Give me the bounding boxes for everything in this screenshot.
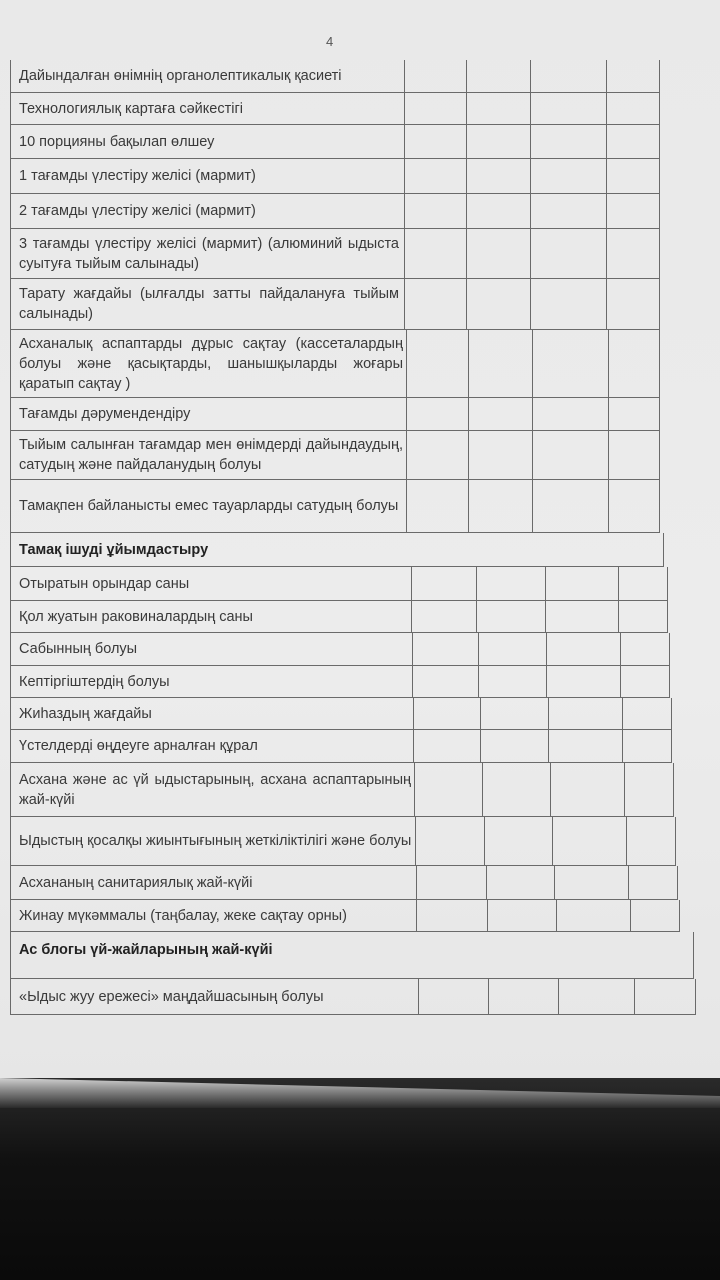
row-label: Отыратын орындар саны — [19, 575, 190, 592]
table-row — [10, 730, 672, 763]
column-divider — [606, 125, 607, 158]
row-label: Асханалық аспаптарды дұрыс сақтау (кассеталардың болуы және қасықтарды, шанышқыларды жоғары қаратып сақтау ) — [19, 335, 403, 392]
row-label: 2 тағамды үлестіру желісі (мармит) — [19, 203, 256, 219]
column-divider — [411, 567, 412, 600]
column-divider — [606, 159, 607, 193]
column-divider — [618, 601, 619, 632]
table-row — [10, 979, 696, 1015]
column-divider — [415, 817, 416, 865]
table-row — [10, 698, 672, 730]
column-divider — [663, 533, 664, 566]
table-row — [10, 279, 660, 330]
column-divider — [659, 93, 660, 124]
column-divider — [558, 979, 559, 1014]
column-divider — [659, 330, 660, 397]
table-row — [10, 763, 674, 817]
column-divider — [466, 159, 467, 193]
column-divider — [404, 279, 405, 329]
column-divider — [620, 633, 621, 665]
column-divider — [487, 900, 488, 931]
column-divider — [466, 194, 467, 228]
column-divider — [606, 279, 607, 329]
column-divider — [480, 698, 481, 729]
column-divider — [659, 398, 660, 430]
column-divider — [546, 633, 547, 665]
column-divider — [626, 817, 627, 865]
column-divider — [482, 763, 483, 816]
column-divider — [624, 763, 625, 816]
column-divider — [476, 601, 477, 632]
column-divider — [404, 125, 405, 158]
row-label: Жиһаздың жағдайы — [19, 705, 152, 722]
column-divider — [532, 398, 533, 430]
column-divider — [530, 229, 531, 278]
column-divider — [406, 398, 407, 430]
table-row — [10, 633, 670, 666]
column-divider — [659, 229, 660, 278]
column-divider — [466, 229, 467, 278]
column-divider — [413, 698, 414, 729]
table-row — [10, 900, 680, 932]
column-divider — [673, 763, 674, 816]
column-divider — [480, 730, 481, 762]
column-divider — [659, 159, 660, 193]
column-divider — [412, 633, 413, 665]
column-divider — [606, 93, 607, 124]
column-divider — [545, 567, 546, 600]
column-divider — [671, 698, 672, 729]
column-divider — [554, 866, 555, 899]
row-label: Қол жуатын раковиналардың саны — [19, 608, 253, 625]
column-divider — [478, 633, 479, 665]
column-divider — [404, 229, 405, 278]
table-row — [10, 93, 660, 125]
row-label: Кептіргіштердің болуы — [19, 673, 170, 690]
column-divider — [659, 480, 660, 532]
column-divider — [556, 900, 557, 931]
dark-background — [0, 1078, 720, 1280]
column-divider — [404, 194, 405, 228]
column-divider — [530, 279, 531, 329]
column-divider — [622, 698, 623, 729]
table-row — [10, 431, 660, 480]
row-label: Үстелдерді өңдеуге арналған құрал — [19, 738, 258, 754]
section-header — [10, 533, 664, 567]
column-divider — [406, 480, 407, 532]
column-divider — [532, 431, 533, 479]
table-row — [10, 480, 660, 533]
table-row — [10, 817, 676, 866]
column-divider — [667, 601, 668, 632]
table-row — [10, 330, 660, 398]
column-divider — [466, 93, 467, 124]
section-title: Тамақ ішуді ұйымдастыру — [19, 541, 209, 558]
column-divider — [667, 567, 668, 600]
column-divider — [406, 431, 407, 479]
column-divider — [659, 431, 660, 479]
column-divider — [634, 979, 635, 1014]
row-label: 10 порцияны бақылап өлшеу — [19, 133, 215, 150]
column-divider — [404, 60, 405, 92]
column-divider — [530, 125, 531, 158]
column-divider — [608, 330, 609, 397]
row-label: Жинау мүкәммалы (таңбалау, жеке сақтау орны) — [19, 907, 347, 924]
table-row — [10, 866, 678, 900]
row-label: Тыйым салынған тағамдар мен өнімдерді дайындаудың, сатудың және пайдаланудың болуы — [19, 437, 403, 473]
column-divider — [679, 900, 680, 931]
column-divider — [404, 159, 405, 193]
table-row — [10, 229, 660, 279]
table-row — [10, 601, 668, 633]
column-divider — [693, 932, 694, 978]
table-row — [10, 60, 660, 93]
column-divider — [618, 567, 619, 600]
section-header — [10, 932, 694, 979]
column-divider — [468, 330, 469, 397]
column-divider — [659, 60, 660, 92]
row-label: 3 тағамды үлестіру желісі (мармит) (алюминий ыдыста суытуға тыйым салынады) — [19, 235, 399, 272]
section-title: Ас блогы үй-жайларының жай-күйі — [19, 942, 273, 958]
column-divider — [478, 666, 479, 697]
column-divider — [488, 979, 489, 1014]
column-divider — [552, 817, 553, 865]
column-divider — [530, 159, 531, 193]
column-divider — [659, 279, 660, 329]
column-divider — [416, 866, 417, 899]
table-row — [10, 159, 660, 194]
table-row — [10, 125, 660, 159]
column-divider — [606, 60, 607, 92]
column-divider — [608, 480, 609, 532]
row-label: Тарату жағдайы (ылғалды затты пайдалануға тыйым салынады) — [19, 286, 399, 322]
column-divider — [530, 60, 531, 92]
column-divider — [677, 866, 678, 899]
column-divider — [414, 763, 415, 816]
column-divider — [530, 194, 531, 228]
column-divider — [406, 330, 407, 397]
column-divider — [606, 194, 607, 228]
row-label: Асхана және ас үй ыдыстарының, асхана аспаптарының жай-күйі — [19, 771, 411, 808]
column-divider — [532, 480, 533, 532]
column-divider — [671, 730, 672, 762]
table-row — [10, 666, 670, 698]
table-row — [10, 398, 660, 431]
column-divider — [412, 666, 413, 697]
column-divider — [484, 817, 485, 865]
column-divider — [468, 398, 469, 430]
row-label: Дайындалған өнімнің органолептикалық қасиеті — [19, 68, 342, 84]
column-divider — [548, 730, 549, 762]
column-divider — [606, 229, 607, 278]
row-label: 1 тағамды үлестіру желісі (мармит) — [19, 168, 256, 184]
column-divider — [532, 330, 533, 397]
row-label: «Ыдыс жуу ережесі» маңдайшасының болуы — [19, 988, 324, 1005]
column-divider — [628, 866, 629, 899]
column-divider — [466, 60, 467, 92]
column-divider — [608, 398, 609, 430]
column-divider — [675, 817, 676, 865]
column-divider — [622, 730, 623, 762]
page-number: 4 — [326, 34, 334, 49]
column-divider — [630, 900, 631, 931]
table-row — [10, 194, 660, 229]
column-divider — [550, 763, 551, 816]
column-divider — [548, 698, 549, 729]
row-label: Асхананың санитариялық жай-күйі — [19, 874, 253, 891]
column-divider — [468, 431, 469, 479]
row-label: Тағамды дәрумендендіру — [19, 406, 191, 422]
column-divider — [466, 279, 467, 329]
column-divider — [546, 666, 547, 697]
column-divider — [695, 979, 696, 1014]
column-divider — [545, 601, 546, 632]
column-divider — [418, 979, 419, 1014]
column-divider — [404, 93, 405, 124]
column-divider — [411, 601, 412, 632]
column-divider — [466, 125, 467, 158]
row-label: Тамақпен байланысты емес тауарларды сатудың болуы — [19, 498, 399, 514]
column-divider — [669, 666, 670, 697]
column-divider — [476, 567, 477, 600]
column-divider — [659, 194, 660, 228]
table-row — [10, 567, 668, 601]
column-divider — [530, 93, 531, 124]
row-label: Технологиялық картаға сәйкестігі — [19, 100, 243, 117]
row-label: Ыдыстың қосалқы жиынтығының жеткіліктілігі және болуы — [19, 833, 412, 849]
column-divider — [468, 480, 469, 532]
column-divider — [413, 730, 414, 762]
row-label: Сабынның болуы — [19, 641, 138, 657]
column-divider — [486, 866, 487, 899]
column-divider — [669, 633, 670, 665]
column-divider — [608, 431, 609, 479]
column-divider — [416, 900, 417, 931]
column-divider — [620, 666, 621, 697]
column-divider — [659, 125, 660, 158]
